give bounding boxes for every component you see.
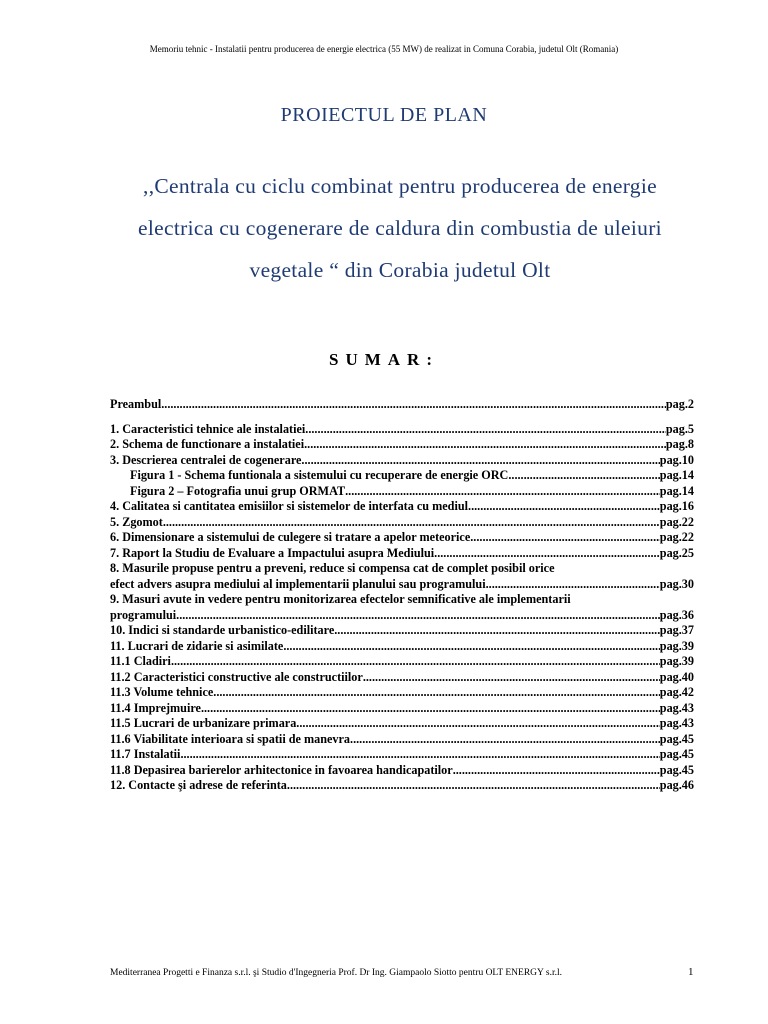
running-header: Memoriu tehnic - Instalatii pentru producerea de energie electrica (55 MW) de realizat in Comuna Corabia, judetul Olt (Romania)	[149, 44, 619, 54]
toc-leader-dots	[453, 763, 660, 779]
toc-entry-page: pag.10	[659, 452, 694, 467]
toc-entry-title-line1: 9. Masuri avute in vedere pentru monitorizarea efectelor semnificative ale implementarii	[110, 592, 571, 606]
toc-leader-dots	[176, 608, 660, 624]
toc-entry	[110, 778, 694, 794]
toc-entry-title: 4. Calitatea si cantitatea emisiilor si sistemelor de interfata cu mediul	[110, 499, 469, 513]
toc-leader-dots	[163, 515, 660, 531]
toc-leader-dots	[486, 577, 660, 593]
toc-entry	[110, 515, 694, 531]
toc-entry	[110, 654, 694, 670]
toc-entry-page: pag.42	[659, 685, 694, 699]
toc-leader-dots	[470, 530, 660, 546]
toc-entry	[110, 437, 694, 453]
toc-entry	[110, 747, 694, 763]
toc-entry-title: Figura 2 – Fotografia unui grup ORMAT	[130, 483, 346, 498]
toc-entry-title: 11.8 Depasirea barierelor arhitectonice in favoarea handicapatilor	[110, 762, 453, 777]
toc-entry-title: 5. Zgomot	[110, 514, 163, 529]
toc-leader-dots	[171, 654, 660, 670]
subject-line-1: ,,Centrala cu ciclu combinat pentru producerea de energie	[143, 174, 657, 198]
toc-leader-dots	[334, 623, 660, 639]
document-heading: PROIECTUL DE PLAN	[280, 104, 488, 126]
toc-entry-title: 11.1 Cladiri	[110, 654, 171, 668]
toc-entry-title: 1. Caracteristici tehnice ale instalatiei	[110, 421, 306, 436]
subject-line-3: vegetale “ din Corabia judetul Olt	[249, 258, 551, 282]
toc-entry	[110, 577, 694, 593]
toc-entry-page: pag.46	[659, 778, 694, 792]
toc-entry	[110, 422, 694, 438]
toc-entry-title: Preambul	[110, 397, 162, 411]
toc-entry-page: pag.45	[659, 747, 694, 761]
toc-entry	[110, 732, 694, 748]
toc-entry-title: 11.4 Imprejmuire	[110, 700, 201, 715]
toc-entry-title: efect advers asupra mediului al implementarii planului sau programului	[110, 576, 486, 591]
toc-entry	[110, 716, 694, 732]
toc-leader-dots	[283, 639, 659, 655]
toc-entry-page: pag.14	[659, 468, 694, 482]
toc-leader-dots	[508, 468, 659, 484]
toc-entry	[110, 685, 694, 701]
toc-figure-entry	[110, 484, 694, 500]
toc-entry-title: 6. Dimensionare a sistemului de culegere si tratare a apelor meteorice	[110, 530, 471, 544]
toc-entry-page: pag.22	[659, 514, 694, 529]
toc-entry-title: 10. Indici si standarde urbanistico-edilitare	[110, 623, 335, 637]
toc-entry-title: 11.7 Instalatii	[110, 747, 181, 761]
toc-entry-title: 11.2 Caracteristici constructive ale constructiilor	[110, 669, 363, 684]
table-of-contents	[110, 397, 694, 794]
page-number: 1	[688, 966, 694, 978]
toc-entry-page: pag.30	[659, 576, 694, 591]
toc-leader-dots	[201, 701, 660, 717]
toc-entry-title: 12. Contacte şi adrese de referinta	[110, 778, 287, 792]
toc-entry-title: 3. Descrierea centralei de cogenerare	[110, 452, 302, 467]
toc-entry-title-line1: 8. Masurile propuse pentru a preveni, reduce si compensa cat de complet posibil orice	[110, 561, 555, 575]
toc-leader-dots	[363, 670, 660, 686]
toc-leader-dots	[345, 484, 660, 500]
toc-entry-page: pag.5	[665, 421, 694, 436]
toc-leader-dots	[304, 437, 666, 453]
toc-leader-dots	[468, 499, 660, 515]
toc-leader-dots	[434, 546, 660, 562]
toc-entry-page: pag.39	[659, 654, 694, 668]
toc-entry-page: pag.2	[665, 397, 694, 411]
toc-entry	[110, 453, 694, 469]
toc-entry	[110, 639, 694, 655]
toc-entry-title: 11.3 Volume tehnice	[110, 685, 214, 699]
toc-leader-dots	[296, 716, 660, 732]
toc-leader-dots	[161, 397, 666, 413]
toc-entry-page: pag.25	[659, 545, 694, 560]
summary-title: SUMAR:	[329, 350, 439, 369]
toc-entry-page: pag.36	[659, 607, 694, 622]
toc-entry	[110, 499, 694, 515]
toc-entry-page: pag.37	[659, 623, 694, 637]
toc-entry-title: 11. Lucrari de zidarie si asimilate	[110, 638, 284, 653]
toc-leader-dots	[301, 453, 659, 469]
toc-entry-page: pag.16	[659, 499, 694, 513]
toc-entry-title: 11.6 Viabilitate interioara si spatii de manevra	[110, 731, 351, 746]
toc-entry	[110, 670, 694, 686]
running-footer: Mediterranea Progetti e Finanza s.r.l. şi Studio d'Ingegneria Prof. Dr Ing. Giampaolo Siotto pentru OLT ENERGY s.r.l.	[110, 968, 563, 978]
toc-entry-page: pag.43	[659, 700, 694, 715]
toc-figure-entry	[110, 468, 694, 484]
subject-line-2: electrica cu cogenerare de caldura din combustia de uleiuri	[138, 216, 662, 240]
toc-leader-dots	[287, 778, 660, 794]
toc-entry-page: pag.45	[659, 731, 694, 746]
toc-entry	[110, 530, 694, 546]
toc-entry-title: programului	[110, 607, 177, 622]
toc-leader-dots	[350, 732, 660, 748]
toc-entry	[110, 701, 694, 717]
toc-entry-page: pag.39	[659, 638, 694, 653]
toc-entry-title: 7. Raport la Studiu de Evaluare a Impactului asupra Mediului	[110, 545, 435, 560]
toc-entry	[110, 608, 694, 624]
toc-entry-page: pag.22	[659, 530, 694, 544]
toc-leader-dots	[213, 685, 660, 701]
toc-entry-preambul	[110, 397, 694, 413]
toc-entry-page: pag.40	[659, 669, 694, 684]
toc-entry-title: 2. Schema de functionare a instalatiei	[110, 437, 305, 451]
toc-entry-title: Figura 1 - Schema funtionala a sistemului cu recuperare de energie ORC	[130, 468, 509, 482]
toc-entry-page: pag.8	[665, 437, 694, 451]
toc-leader-dots	[180, 747, 659, 763]
toc-entry-page: pag.45	[659, 762, 694, 777]
toc-entry-title: 11.5 Lucrari de urbanizare primara	[110, 716, 297, 730]
toc-entry-page: pag.43	[659, 716, 694, 730]
toc-leader-dots	[305, 422, 666, 438]
toc-entry	[110, 623, 694, 639]
toc-entry	[110, 763, 694, 779]
toc-entry	[110, 546, 694, 562]
toc-entry-page: pag.14	[659, 483, 694, 498]
project-subject	[100, 165, 700, 291]
